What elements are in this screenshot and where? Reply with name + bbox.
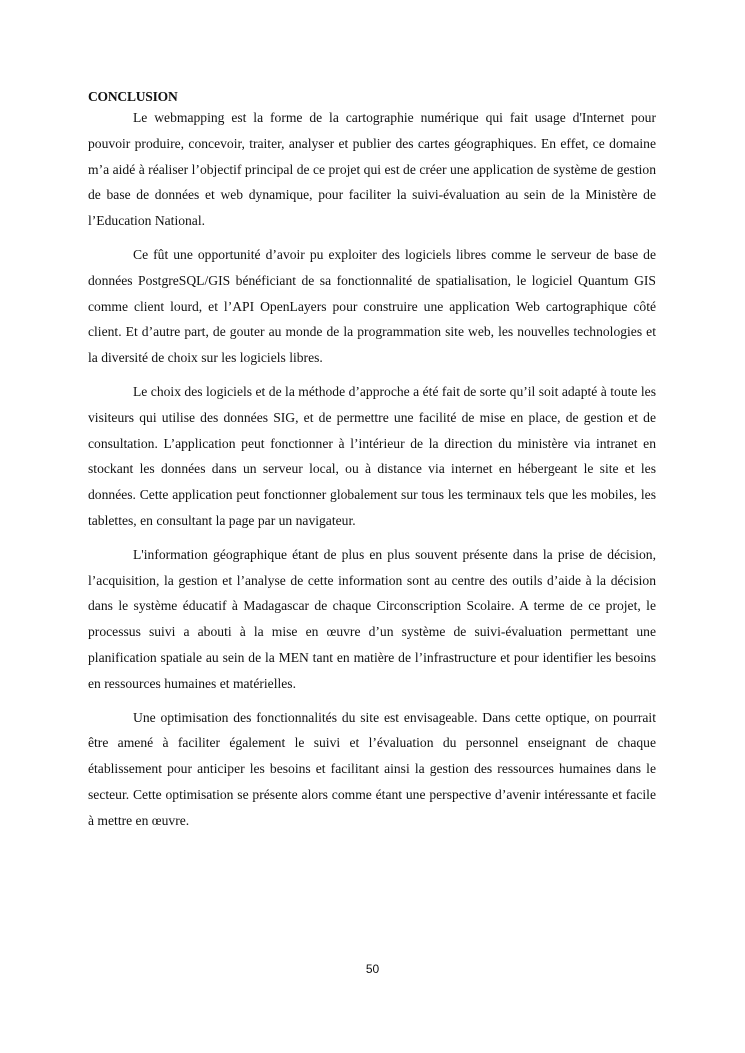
document-page bbox=[88, 88, 656, 842]
paragraph-3: Le choix des logiciels et de la méthode d’approche a été fait de sorte qu’il soit adapté à toute les visiteurs qui utilise des données SIG, et de permettre une facilité de mise en place, de gestion et de consultation. L’application peut fonctionner à l’intérieur de la direction du ministère via intranet en stockant les données dans un serveur local, ou à distance via internet en hébergeant le site et les données. Cette application peut fonctionner globalement sur tous les terminaux tels que les mobiles, les tablettes, en consultant la page par un navigateur. bbox=[88, 383, 656, 528]
section-heading: CONCLUSION bbox=[88, 89, 178, 104]
page-number: 50 bbox=[365, 962, 380, 976]
paragraph-1: Le webmapping est la forme de la cartographie numérique qui fait usage d'Internet pour pouvoir produire, concevoir, traiter, analyser et publier des cartes géographiques. En effet, ce domaine m’a aidé à réaliser l’objectif principal de ce projet qui est de créer une application de système de gestion de base de données et web dynamique, pour faciliter la suivi-évaluation au sein de la Ministère de l’Education National. bbox=[88, 110, 656, 229]
paragraph-2: Ce fût une opportunité d’avoir pu exploiter des logiciels libres comme le serveur de base de données PostgreSQL/GIS bénéficiant de sa fonctionnalité de spatialisation, le logiciel Quantum GIS comme client lourd, et l’API OpenLayers pour construire une application Web cartographique côté client. Et d’autre part, de gouter au monde de la programmation site web, les nouvelles technologies et la diversité de choix sur les logiciels libres. bbox=[88, 246, 656, 366]
paragraph-4: L'information géographique étant de plus en plus souvent présente dans la prise de décision, l’acquisition, la gestion et l’analyse de cette information sont au centre des outils d’aide à la décision dans le système éducatif à Madagascar de chaque Circonscription Scolaire. A terme de ce projet, le processus suivi a abouti à la mise en œuvre d’un système de suivi-évaluation permettant une planification spatiale au sein de la MEN tant en matière de l’infrastructure et pour identifier les besoins en ressources humaines et matérielles. bbox=[88, 546, 656, 691]
paragraph-5: Une optimisation des fonctionnalités du site est envisageable. Dans cette optique, on pourrait être amené à faciliter également le suivi et l’évaluation du personnel enseignant de chaque établissement pour anticiper les besoins et facilitant ainsi la gestion des ressources humaines dans le secteur. Cette optimisation se présente alors comme étant une perspective d’avenir intéressante et facile à mettre en œuvre. bbox=[88, 709, 656, 828]
